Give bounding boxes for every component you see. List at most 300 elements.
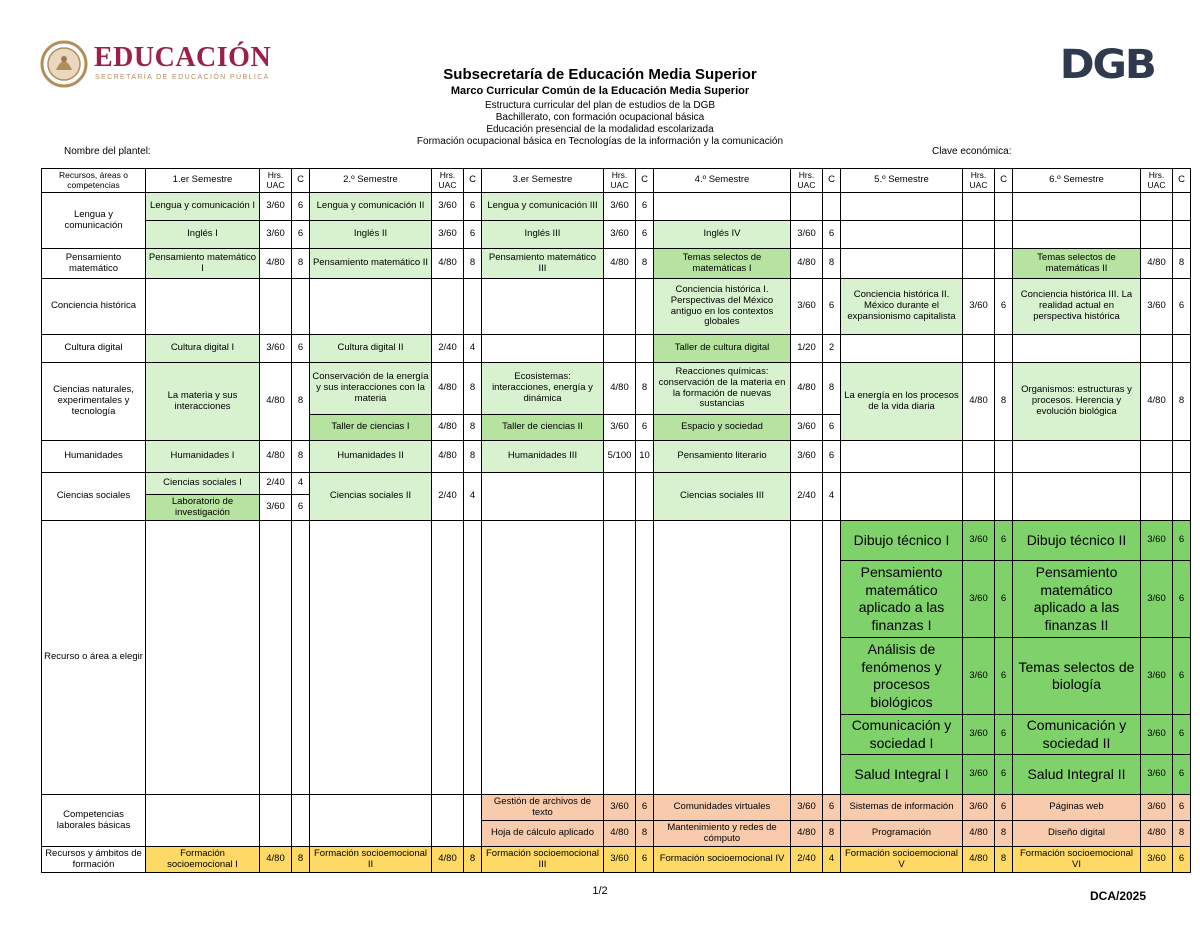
empty-cell <box>604 473 636 521</box>
elective-cell: Salud Integral I <box>841 755 963 795</box>
table-row <box>42 221 1191 249</box>
credits-cell: 6 <box>995 755 1013 795</box>
subject-cell: Humanidades II <box>310 441 432 473</box>
credits-cell: 8 <box>636 821 654 847</box>
empty-cell <box>791 193 823 221</box>
hrs-header: Hrs. UAC <box>963 169 995 193</box>
hrs-header: Hrs. UAC <box>432 169 464 193</box>
hours-cell: 3/60 <box>963 521 995 561</box>
empty-cell <box>292 279 310 335</box>
subject-cell: Ciencias sociales I <box>146 473 260 495</box>
hours-cell: 3/60 <box>1141 795 1173 821</box>
credits-cell: 8 <box>995 363 1013 441</box>
header-line-3: Educación presencial de la modalidad escolarizada <box>486 124 714 135</box>
hours-cell: 3/60 <box>604 193 636 221</box>
header-row <box>42 169 1191 193</box>
hours-cell: 4/80 <box>963 821 995 847</box>
credits-cell: 6 <box>1173 561 1191 638</box>
hours-cell: 3/60 <box>791 795 823 821</box>
elective-cell: Análisis de fenómenos y procesos biológicos <box>841 638 963 715</box>
credits-cell: 8 <box>292 441 310 473</box>
subject-cell: Pensamiento matemático I <box>146 249 260 279</box>
credits-header: C <box>464 169 482 193</box>
hours-cell: 4/80 <box>604 363 636 415</box>
table-row <box>42 363 1191 415</box>
hours-cell: 4/80 <box>432 363 464 415</box>
hours-cell: 4/80 <box>1141 363 1173 441</box>
hours-cell: 3/60 <box>1141 755 1173 795</box>
empty-cell <box>1013 221 1141 249</box>
empty-cell <box>841 335 963 363</box>
subject-cell: Gestión de archivos de texto <box>482 795 604 821</box>
subject-cell: Sistemas de información <box>841 795 963 821</box>
hours-cell: 3/60 <box>963 795 995 821</box>
page-subtitle: Marco Curricular Común de la Educación Media Superior <box>450 85 750 97</box>
subject-cell: Pensamiento matemático II <box>310 249 432 279</box>
subject-cell: Mantenimiento y redes de cómputo <box>654 821 791 847</box>
hours-cell: 3/60 <box>432 193 464 221</box>
subject-cell: La energía en los procesos de la vida diaria <box>841 363 963 441</box>
hours-cell: 3/60 <box>963 638 995 715</box>
credits-cell: 6 <box>995 638 1013 715</box>
credits-cell: 8 <box>464 363 482 415</box>
hours-cell: 3/60 <box>604 847 636 873</box>
subject-cell: Inglés II <box>310 221 432 249</box>
empty-cell <box>482 521 604 795</box>
empty-cell <box>1173 221 1191 249</box>
empty-cell <box>464 521 482 795</box>
hours-cell: 3/60 <box>260 221 292 249</box>
empty-cell <box>841 193 963 221</box>
credits-cell: 8 <box>464 415 482 441</box>
page-title: Subsecretaría de Educación Media Superior <box>443 66 757 83</box>
credits-cell: 8 <box>1173 363 1191 441</box>
subject-cell: Humanidades I <box>146 441 260 473</box>
empty-cell <box>1013 335 1141 363</box>
credits-cell: 6 <box>995 795 1013 821</box>
empty-cell <box>604 521 636 795</box>
credits-cell: 6 <box>464 193 482 221</box>
credits-header: C <box>823 169 841 193</box>
hours-cell: 3/60 <box>260 495 292 521</box>
hours-cell: 3/60 <box>791 441 823 473</box>
area-cell: Ciencias naturales, experimentales y tecnología <box>42 363 146 441</box>
empty-cell <box>636 473 654 521</box>
subject-cell: Ciencias sociales III <box>654 473 791 521</box>
subject-cell: Pensamiento literario <box>654 441 791 473</box>
credits-cell: 8 <box>1173 821 1191 847</box>
credits-cell: 8 <box>995 847 1013 873</box>
plantel-label: Nombre del plantel: <box>64 146 151 157</box>
empty-cell <box>654 521 791 795</box>
hours-cell: 3/60 <box>963 715 995 755</box>
empty-cell <box>654 193 791 221</box>
hours-cell: 4/80 <box>260 249 292 279</box>
empty-cell <box>791 521 823 795</box>
empty-cell <box>841 221 963 249</box>
elective-cell: Salud Integral II <box>1013 755 1141 795</box>
hrs-header: Hrs. UAC <box>791 169 823 193</box>
empty-cell <box>260 279 292 335</box>
empty-cell <box>1141 473 1173 521</box>
elective-cell: Pensamiento matemático aplicado a las finanzas I <box>841 561 963 638</box>
credits-cell: 6 <box>823 415 841 441</box>
empty-cell <box>146 521 260 795</box>
hours-cell: 3/60 <box>963 561 995 638</box>
credits-cell: 6 <box>995 561 1013 638</box>
empty-cell <box>1173 441 1191 473</box>
empty-cell <box>636 335 654 363</box>
credits-cell: 8 <box>823 249 841 279</box>
elective-cell: Temas selectos de biología <box>1013 638 1141 715</box>
hours-cell: 1/20 <box>791 335 823 363</box>
empty-cell <box>841 441 963 473</box>
empty-cell <box>464 279 482 335</box>
subject-cell: Formación socioemocional I <box>146 847 260 873</box>
credits-cell: 6 <box>292 221 310 249</box>
credits-cell: 4 <box>823 473 841 521</box>
hours-cell: 2/40 <box>791 473 823 521</box>
semester-3-header: 3.er Semestre <box>482 169 604 193</box>
credits-cell: 8 <box>292 249 310 279</box>
credits-cell: 8 <box>823 363 841 415</box>
empty-cell <box>260 521 292 795</box>
empty-cell <box>464 795 482 847</box>
area-cell: Ciencias sociales <box>42 473 146 521</box>
credits-cell: 6 <box>464 221 482 249</box>
table-row <box>42 193 1191 221</box>
header-line-2: Bachillerato, con formación ocupacional básica <box>495 112 705 123</box>
credits-cell: 6 <box>292 193 310 221</box>
subject-cell: Cultura digital II <box>310 335 432 363</box>
subject-cell: Conciencia histórica I. Perspectivas del México antiguo en los contextos globales <box>654 279 791 335</box>
hours-cell: 2/40 <box>260 473 292 495</box>
hours-cell: 3/60 <box>1141 561 1173 638</box>
empty-cell <box>1173 193 1191 221</box>
subject-cell: Ciencias sociales II <box>310 473 432 521</box>
subject-cell: Temas selectos de matemáticas II <box>1013 249 1141 279</box>
hours-cell: 4/80 <box>604 249 636 279</box>
credits-cell: 8 <box>636 363 654 415</box>
credits-cell: 6 <box>1173 715 1191 755</box>
area-header: Recursos, áreas o competencias <box>42 169 146 193</box>
subject-cell: Conciencia histórica II. México durante el expansionismo capitalista <box>841 279 963 335</box>
hours-cell: 3/60 <box>791 221 823 249</box>
credits-cell: 4 <box>292 473 310 495</box>
credits-cell: 6 <box>636 415 654 441</box>
subject-cell: Formación socioemocional II <box>310 847 432 873</box>
elective-cell: Comunicación y sociedad I <box>841 715 963 755</box>
hours-cell: 2/40 <box>432 473 464 521</box>
area-cell: Cultura digital <box>42 335 146 363</box>
table-row <box>42 279 1191 335</box>
credits-header: C <box>636 169 654 193</box>
credits-cell: 6 <box>1173 795 1191 821</box>
table-row <box>42 335 1191 363</box>
area-cell: Humanidades <box>42 441 146 473</box>
hours-cell: 3/60 <box>1141 521 1173 561</box>
header-line-1: Estructura curricular del plan de estudios de la DGB <box>484 100 716 111</box>
hours-cell: 4/80 <box>963 363 995 441</box>
credits-cell: 6 <box>1173 755 1191 795</box>
subject-cell: Conciencia histórica III. La realidad actual en perspectiva histórica <box>1013 279 1141 335</box>
empty-cell <box>310 279 432 335</box>
empty-cell <box>482 279 604 335</box>
subject-cell: Comunidades virtuales <box>654 795 791 821</box>
dgb-logo: DGB <box>1059 42 1155 88</box>
empty-cell <box>1013 441 1141 473</box>
table-row <box>42 249 1191 279</box>
credits-cell: 6 <box>823 441 841 473</box>
area-cell: Recurso o área a elegir <box>42 521 146 795</box>
clave-label: Clave económica: <box>932 146 1012 157</box>
header-line-4: Formación ocupacional básica en Tecnologías de la información y la comunicación <box>416 136 784 147</box>
subject-cell: Diseño digital <box>1013 821 1141 847</box>
hours-cell: 3/60 <box>604 221 636 249</box>
table-row <box>42 473 1191 495</box>
subject-cell: Reacciones químicas: conservación de la materia en la formación de nuevas sustancias <box>654 363 791 415</box>
hours-cell: 4/80 <box>1141 249 1173 279</box>
hours-cell: 3/60 <box>604 795 636 821</box>
empty-cell <box>482 473 604 521</box>
empty-cell <box>432 795 464 847</box>
credits-cell: 6 <box>1173 847 1191 873</box>
hours-cell: 3/60 <box>791 415 823 441</box>
hours-cell: 3/60 <box>791 279 823 335</box>
subject-cell: Inglés I <box>146 221 260 249</box>
subject-cell: Temas selectos de matemáticas I <box>654 249 791 279</box>
empty-cell <box>963 441 995 473</box>
subject-cell: Espacio y sociedad <box>654 415 791 441</box>
empty-cell <box>1141 441 1173 473</box>
hours-cell: 4/80 <box>963 847 995 873</box>
empty-cell <box>1013 473 1141 521</box>
semester-1-header: 1.er Semestre <box>146 169 260 193</box>
empty-cell <box>310 521 432 795</box>
empty-cell <box>146 795 260 847</box>
empty-cell <box>963 473 995 521</box>
hrs-header: Hrs. UAC <box>1141 169 1173 193</box>
credits-cell: 8 <box>292 847 310 873</box>
empty-cell <box>1013 193 1141 221</box>
empty-cell <box>292 795 310 847</box>
area-cell: Pensamiento matemático <box>42 249 146 279</box>
hours-cell: 4/80 <box>260 847 292 873</box>
hours-cell: 4/80 <box>791 821 823 847</box>
empty-cell <box>432 279 464 335</box>
credits-cell: 8 <box>1173 249 1191 279</box>
credits-cell: 8 <box>995 821 1013 847</box>
elective-cell: Comunicación y sociedad II <box>1013 715 1141 755</box>
credits-header: C <box>1173 169 1191 193</box>
credits-cell: 6 <box>292 335 310 363</box>
credits-cell: 6 <box>823 795 841 821</box>
hours-cell: 3/60 <box>1141 847 1173 873</box>
credits-cell: 4 <box>464 473 482 521</box>
elective-cell: Dibujo técnico II <box>1013 521 1141 561</box>
empty-cell <box>963 193 995 221</box>
hours-cell: 5/100 <box>604 441 636 473</box>
credits-cell: 6 <box>292 495 310 521</box>
hours-cell: 3/60 <box>432 221 464 249</box>
empty-cell <box>292 521 310 795</box>
subject-cell: Taller de cultura digital <box>654 335 791 363</box>
semester-5-header: 5.º Semestre <box>841 169 963 193</box>
hrs-header: Hrs. UAC <box>604 169 636 193</box>
empty-cell <box>823 193 841 221</box>
credits-cell: 4 <box>823 847 841 873</box>
credits-cell: 6 <box>823 221 841 249</box>
empty-cell <box>1173 335 1191 363</box>
area-cell: Competencias laborales básicas <box>42 795 146 847</box>
hours-cell: 3/60 <box>260 335 292 363</box>
empty-cell <box>604 335 636 363</box>
empty-cell <box>1141 193 1173 221</box>
credits-cell: 2 <box>823 335 841 363</box>
elective-cell: Dibujo técnico I <box>841 521 963 561</box>
credits-cell: 8 <box>636 249 654 279</box>
subject-cell: Páginas web <box>1013 795 1141 821</box>
credits-cell: 6 <box>823 279 841 335</box>
table-row <box>42 795 1191 821</box>
credits-cell: 6 <box>636 847 654 873</box>
subject-cell: Inglés III <box>482 221 604 249</box>
sep-wordmark: SECRETARÍA DE EDUCACIÓN PÚBLICA <box>95 74 270 81</box>
credits-cell: 6 <box>1173 279 1191 335</box>
credits-cell: 8 <box>464 249 482 279</box>
subject-cell: Formación socioemocional V <box>841 847 963 873</box>
hours-cell: 3/60 <box>1141 638 1173 715</box>
empty-cell <box>995 335 1013 363</box>
credits-cell: 6 <box>995 715 1013 755</box>
hours-cell: 4/80 <box>432 249 464 279</box>
area-cell: Conciencia histórica <box>42 279 146 335</box>
empty-cell <box>636 279 654 335</box>
empty-cell <box>1173 473 1191 521</box>
document-code: DCA/2025 <box>1090 889 1147 903</box>
area-cell: Lengua y comunicación <box>42 193 146 249</box>
empty-cell <box>604 279 636 335</box>
hours-cell: 3/60 <box>963 755 995 795</box>
hours-cell: 4/80 <box>791 249 823 279</box>
empty-cell <box>146 279 260 335</box>
subject-cell: Laboratorio de investigación <box>146 495 260 521</box>
hours-cell: 4/80 <box>1141 821 1173 847</box>
subject-cell: Lengua y comunicación II <box>310 193 432 221</box>
table-row <box>42 441 1191 473</box>
hours-cell: 2/40 <box>791 847 823 873</box>
hours-cell: 4/80 <box>260 363 292 441</box>
curriculum-table <box>41 168 1191 873</box>
subject-cell: Organismos: estructuras y procesos. Herencia y evolución biológica <box>1013 363 1141 441</box>
page-number: 1/2 <box>592 885 608 897</box>
credits-cell: 6 <box>636 193 654 221</box>
empty-cell <box>432 521 464 795</box>
hours-cell: 4/80 <box>604 821 636 847</box>
subject-cell: Taller de ciencias I <box>310 415 432 441</box>
subject-cell: Formación socioemocional IV <box>654 847 791 873</box>
subject-cell: Formación socioemocional III <box>482 847 604 873</box>
subject-cell: Pensamiento matemático III <box>482 249 604 279</box>
empty-cell <box>995 441 1013 473</box>
hours-cell: 3/60 <box>963 279 995 335</box>
hours-cell: 3/60 <box>260 193 292 221</box>
hours-cell: 3/60 <box>1141 279 1173 335</box>
hours-cell: 3/60 <box>604 415 636 441</box>
empty-cell <box>963 249 995 279</box>
empty-cell <box>823 521 841 795</box>
empty-cell <box>841 249 963 279</box>
empty-cell <box>995 249 1013 279</box>
hours-cell: 4/80 <box>432 441 464 473</box>
empty-cell <box>963 335 995 363</box>
empty-cell <box>636 521 654 795</box>
empty-cell <box>995 193 1013 221</box>
subject-cell: Lengua y comunicación I <box>146 193 260 221</box>
semester-2-header: 2.º Semestre <box>310 169 432 193</box>
subject-cell: La materia y sus interacciones <box>146 363 260 441</box>
empty-cell <box>995 221 1013 249</box>
hours-cell: 2/40 <box>432 335 464 363</box>
semester-4-header: 4.º Semestre <box>654 169 791 193</box>
elective-cell: Pensamiento matemático aplicado a las finanzas II <box>1013 561 1141 638</box>
educacion-wordmark: EDUCACIÓN <box>94 42 272 73</box>
empty-cell <box>995 473 1013 521</box>
hours-cell: 4/80 <box>432 415 464 441</box>
hrs-header: Hrs. UAC <box>260 169 292 193</box>
empty-cell <box>1141 335 1173 363</box>
credits-cell: 6 <box>995 521 1013 561</box>
credits-cell: 8 <box>464 847 482 873</box>
semester-6-header: 6.º Semestre <box>1013 169 1141 193</box>
credits-cell: 4 <box>464 335 482 363</box>
credits-cell: 6 <box>1173 638 1191 715</box>
subject-cell: Taller de ciencias II <box>482 415 604 441</box>
empty-cell <box>841 473 963 521</box>
subject-cell: Hoja de cálculo aplicado <box>482 821 604 847</box>
credits-cell: 8 <box>292 363 310 441</box>
subject-cell: Inglés IV <box>654 221 791 249</box>
credits-cell: 8 <box>464 441 482 473</box>
empty-cell <box>1141 221 1173 249</box>
table-row <box>42 521 1191 561</box>
credits-header: C <box>292 169 310 193</box>
subject-cell: Humanidades III <box>482 441 604 473</box>
subject-cell: Ecosistemas: interacciones, energía y dinámica <box>482 363 604 415</box>
credits-cell: 6 <box>636 795 654 821</box>
credits-cell: 6 <box>636 221 654 249</box>
empty-cell <box>963 221 995 249</box>
table-row <box>42 847 1191 873</box>
credits-cell: 6 <box>995 279 1013 335</box>
credits-header: C <box>995 169 1013 193</box>
credits-cell: 6 <box>1173 521 1191 561</box>
area-cell: Recursos y ámbitos de formación <box>42 847 146 873</box>
hours-cell: 4/80 <box>791 363 823 415</box>
hours-cell: 3/60 <box>1141 715 1173 755</box>
empty-cell <box>482 335 604 363</box>
credits-cell: 8 <box>823 821 841 847</box>
empty-cell <box>260 795 292 847</box>
credits-cell: 10 <box>636 441 654 473</box>
hours-cell: 4/80 <box>260 441 292 473</box>
subject-cell: Cultura digital I <box>146 335 260 363</box>
empty-cell <box>310 795 432 847</box>
subject-cell: Programación <box>841 821 963 847</box>
subject-cell: Lengua y comunicación III <box>482 193 604 221</box>
hours-cell: 4/80 <box>432 847 464 873</box>
subject-cell: Conservación de la energía y sus interacciones con la materia <box>310 363 432 415</box>
